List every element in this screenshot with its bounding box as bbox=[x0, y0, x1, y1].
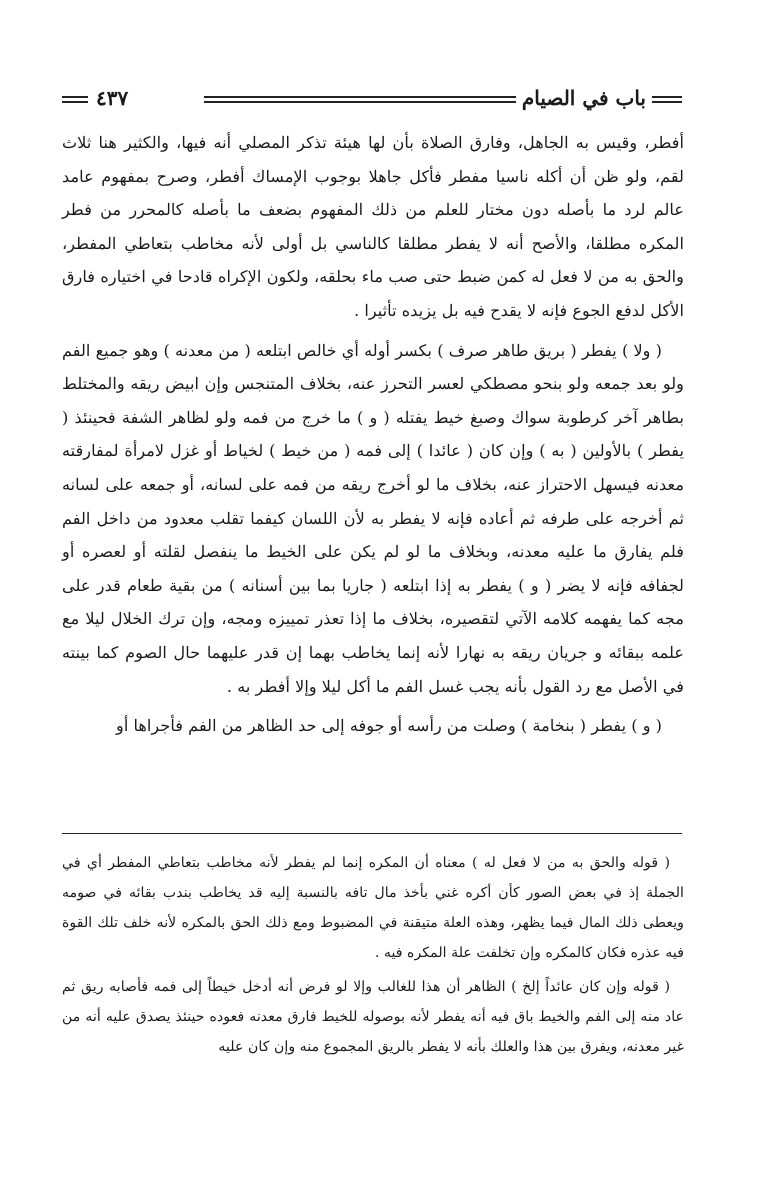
header-rule-left-short bbox=[62, 96, 88, 98]
footnote-1: ( قوله والحق به من لا فعل له ) معناه أن المكره إنما لم يفطر لأنه مخاطب بتعاطي المفطر أي في الجملة إذ في بعض الصور كأن أكره غني بأخذ مال تافه بالنسبة إليه قد يخاطب بندب بقائه في صومه ويعطى ذلك المال فيما يظهر، وهذه العلة متيقنة في المضبوط ومع ذلك الحق بالمكره لأنه خلف تلك القوة فيه عذره فكان كالمكره وإن تخلفت علة المكره فيه . bbox=[62, 855, 684, 961]
header-rule-left-short-2 bbox=[62, 101, 88, 103]
footnotes bbox=[62, 848, 684, 1066]
running-header bbox=[62, 84, 682, 116]
page-number: ٤٣٧ bbox=[90, 86, 134, 110]
chapter-title: باب في الصيام bbox=[516, 86, 652, 110]
header-rule-middle bbox=[204, 96, 522, 98]
main-paragraph-2: ( ولا ) يفطر ( بريق طاهر صرف ) بكسر أوله أي خالص ابتلعه ( من معدنه ) وهو جميع الفم ولو بعد جمعه ولو بنحو مصطكي لعسر التحرز عنه، بخلاف المتنجس وإن ابيض ريقه والمختلط بطاهر آخر كرطوبة سواك وصبغ خيط يفتله ( و ) ما خرج من فمه ولو لظاهر الشفة فحينئذ ( يفطر ) بالأولين ( به ) وإن كان ( عائدا ) إلى فمه ( من خيط ) لخياط أو غزل لامرأة لمفارقته معدنه فيسهل الاحتراز عنه، بخلاف ما لو أخرج ريقه من فمه على لسانه، أو جمعه على لسانه ثم أخرجه على طرفه ثم أعاده فإنه لا يفطر به لأن اللسان كيفما تقلب معدود من داخل الفم فلم يفارق ما عليه معدنه، وبخلاف ما لو لم يكن على الخيط ما ينفصل لقلته أو لعصره أو لجفافه فإنه لا يضر ( و ) يفطر به إذا ابتلعه ( جاريا بما بين أسنانه ) من بقية طعام قدر على مجه كما يفهمه كلامه الآتي لتقصيره، بخلاف ما إذا تعذر تمييزه ومجه، وإن ترك الخلال ليلا مع علمه ببقائه و جريان ريقه به نهارا لأنه إنما يخاطب بهما إن قدر عليهما حال الصوم كما بينته في الأصل مع رد القول بأنه يجب غسل الفم ما أكل ليلا وإلا أفطر به . bbox=[62, 340, 685, 696]
header-rule-right-short-2 bbox=[650, 101, 682, 103]
main-text bbox=[62, 126, 684, 749]
header-rule-right-short bbox=[650, 96, 682, 98]
footnote-2: ( قوله وإن كان عائداً إلخ ) الظاهر أن هذا للغالب وإلا لو فرض أنه أدخل خيطاً إلى فمه فأصابه ريق ثم عاد منه إلى الفم والخيط باق فيه أنه يفطر لأنه بوصوله للخيط فارق معدنه فعوده حينئذ يصدق عليه أنه من غير معدنه، ويفرق بين هذا والعلك بأنه لا يفطر بالريق المجموع منه وإن كان عليه bbox=[62, 979, 684, 1055]
footnote-separator bbox=[62, 833, 682, 834]
main-paragraph-3: ( و ) يفطر ( بنخامة ) وصلت من رأسه أو جوفه إلى حد الظاهر من الفم فأجراها أو bbox=[116, 716, 662, 736]
main-paragraph-1: أفطر، وقيس به الجاهل، وفارق الصلاة بأن لها هيئة تذكر المصلي أنه فيها، والكثير هنا ثلاث لقم، ولو ظن أن أكله ناسيا مفطر فأكل جاهلا بوجوب الإمساك أفطر، وصرح بمفهوم عامد عالم لرد ما بأصله دون مختار للعلم من ذلك المفهوم بضعف ما بأصله كالمحرر من فطر المكره مطلقا، والأصح أنه لا يفطر مطلقا كالناسي بل أولى لأنه مخاطب بتعاطي المفطر، والحق به من لا فعل له كمن ضبط حتى صب ماء بحلقه، ولكون الإكراه قادحا في اختياره فارق الأكل لدفع الجوع فإنه لا يقدح فيه بل يزيده تأثيرا . bbox=[62, 133, 684, 320]
header-rule-middle-2 bbox=[204, 101, 522, 103]
